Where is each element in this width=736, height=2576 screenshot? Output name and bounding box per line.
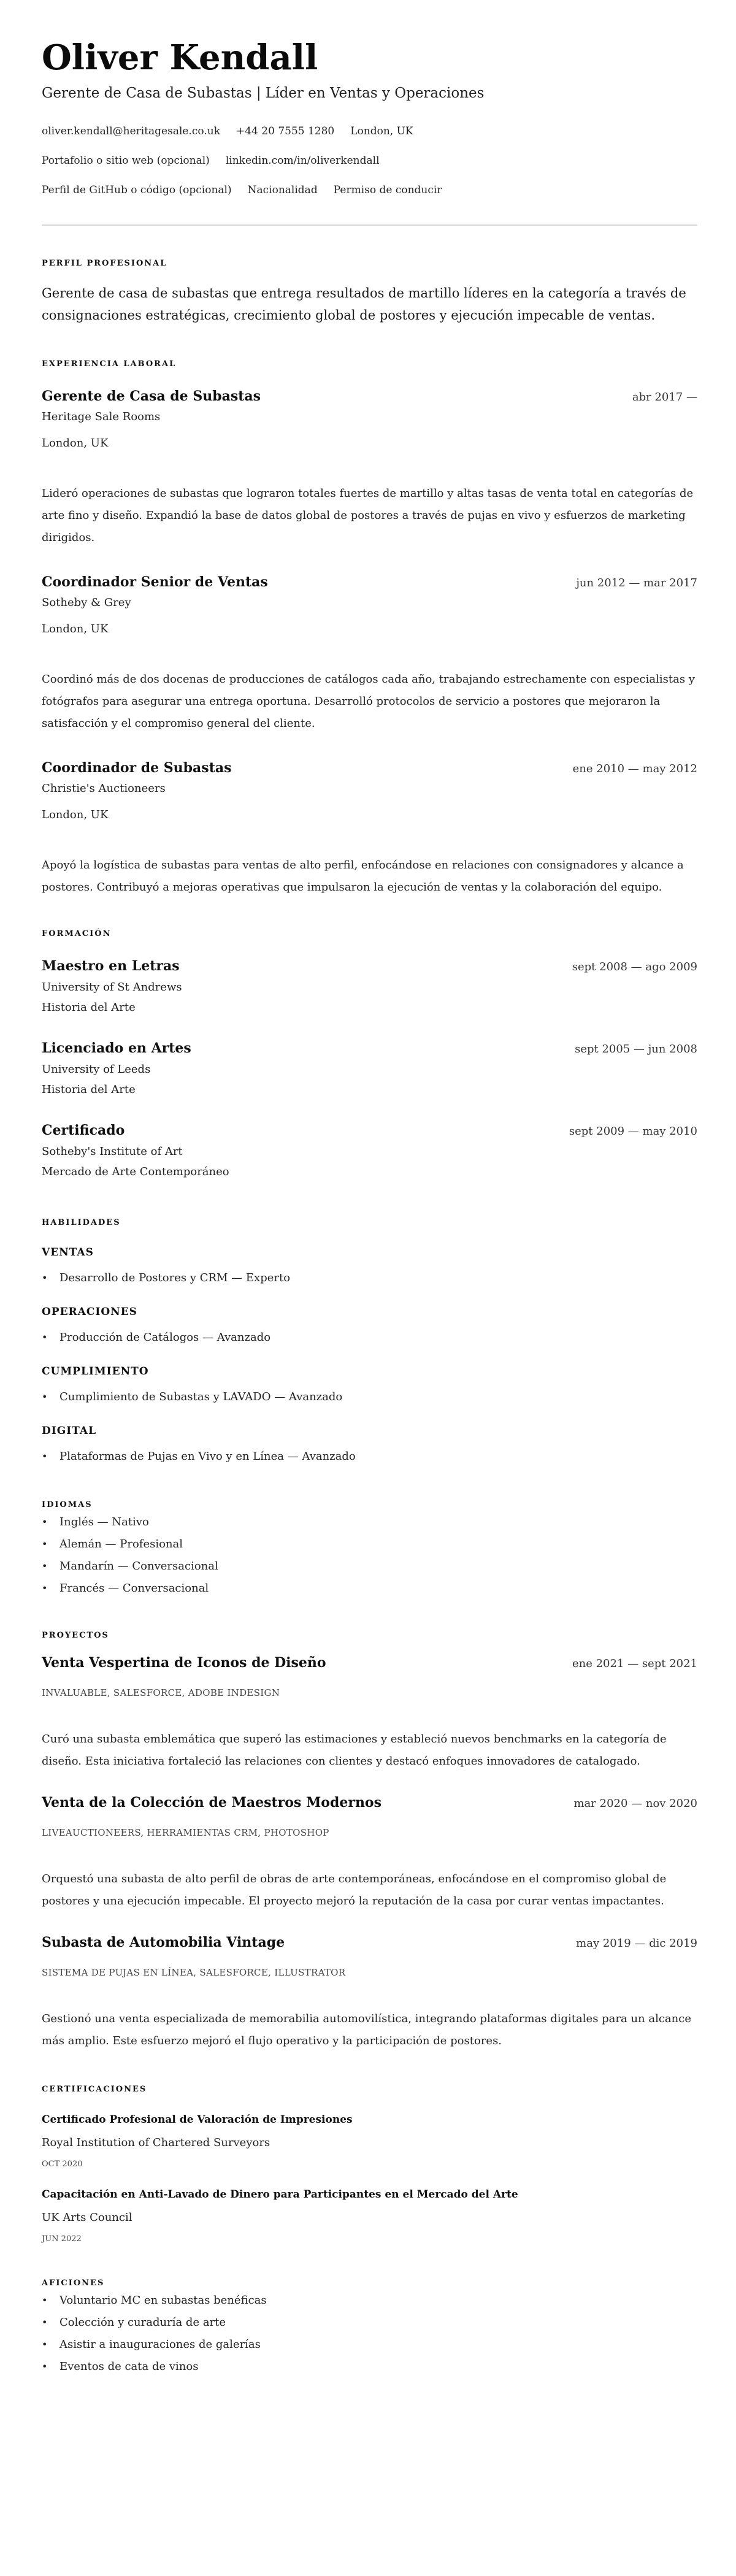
job-location: London, UK bbox=[42, 808, 109, 821]
skill-list bbox=[42, 1327, 697, 1349]
job-description: Apoyó la logística de subastas para ventas de alto perfil, enfocándose en relaciones con consignadores y alcance a postores. Contribuyó a mejoras operativas que impulsaron la ejecución de ventas y la colaboración del equipo. bbox=[42, 859, 684, 894]
hobby-item: • Asistir a inauguraciones de galerías bbox=[42, 2334, 697, 2356]
skill-item: • Producción de Catálogos — Avanzado bbox=[42, 1327, 697, 1349]
skill-item: • Cumplimiento de Subastas y LAVADO — Avanzado bbox=[42, 1386, 697, 1408]
email-link[interactable]: oliver.kendall@heritagesale.co.uk bbox=[42, 125, 220, 137]
job-title: Coordinador Senior de Ventas bbox=[42, 574, 268, 590]
summary-text: Gerente de casa de subastas que entrega resultados de martillo líderes en la categoría a través de consignaciones estratégicas, crecimiento global de postores y ejecución impecable de ventas. bbox=[42, 286, 686, 323]
nationality: Nacionalidad bbox=[247, 184, 318, 196]
location: London, UK bbox=[350, 125, 413, 137]
education-section bbox=[42, 928, 697, 1183]
language-list bbox=[42, 1511, 697, 1600]
skills-section bbox=[42, 1217, 697, 1468]
experience-section bbox=[42, 358, 697, 899]
project-description: Orquestó una subasta de alto perfil de obras de arte contemporáneas, enfocándose en el compromiso global de postores y una ejecución impecable. El proyecto mejoró la reputación de la casa por curar ventas impactantes. bbox=[42, 1873, 667, 1907]
candidate-name: Oliver Kendall bbox=[42, 37, 318, 78]
institution: University of Leeds bbox=[42, 1063, 151, 1076]
contact-row bbox=[42, 175, 697, 205]
hobby-list bbox=[42, 2290, 697, 2378]
resume-page bbox=[0, 38, 736, 2378]
summary-section bbox=[42, 258, 697, 326]
contact-row bbox=[42, 117, 697, 146]
section-heading: CERTIFICACIONES bbox=[42, 2085, 147, 2094]
section-heading: FORMACIÓN bbox=[42, 929, 112, 938]
certification-date: OCT 2020 bbox=[42, 2160, 83, 2169]
language-item: • Francés — Conversacional bbox=[42, 1577, 697, 1600]
job-location: London, UK bbox=[42, 437, 109, 450]
job-company: Heritage Sale Rooms bbox=[42, 410, 161, 423]
section-heading: HABILIDADES bbox=[42, 1218, 121, 1227]
driving-license: Permiso de conducir bbox=[333, 184, 442, 196]
phone: +44 20 7555 1280 bbox=[236, 125, 335, 137]
job-title: Coordinador de Subastas bbox=[42, 760, 232, 776]
hobby-item: • Colección y curaduría de arte bbox=[42, 2312, 697, 2334]
institution: University of St Andrews bbox=[42, 981, 182, 994]
job-description: Coordinó más de dos docenas de producciones de catálogos cada año, trabajando estrechamente con especialistas y fotógrafos para asegurar una entrega oportuna. Desarrolló protocolos de servicio a postores que mejoraron la satisfacción y el compromiso general del cliente. bbox=[42, 673, 695, 730]
skill-category: VENTAS bbox=[42, 1246, 94, 1259]
education-entry bbox=[42, 1040, 697, 1101]
contact-row bbox=[42, 146, 697, 175]
contact-info bbox=[42, 117, 697, 205]
degree: Maestro en Letras bbox=[42, 958, 180, 974]
hobby-item: • Voluntario MC en subastas benéficas bbox=[42, 2290, 697, 2312]
project-entry bbox=[42, 1794, 697, 1912]
resume-header bbox=[42, 38, 697, 205]
languages-section bbox=[42, 1499, 697, 1600]
header-divider bbox=[42, 224, 697, 226]
skill-item: • Desarrollo de Postores y CRM — Experto bbox=[42, 1267, 697, 1289]
job-entry bbox=[42, 573, 697, 735]
job-title: Gerente de Casa de Subastas bbox=[42, 388, 261, 404]
job-dates: jun 2012 — mar 2017 bbox=[576, 577, 697, 589]
skill-category: CUMPLIMIENTO bbox=[42, 1365, 149, 1378]
certification-issuer: Royal Institution of Chartered Surveyors bbox=[42, 2136, 270, 2149]
project-description: Gestionó una venta especializada de memorabilia automovilística, integrando plataformas digitales para un alcance más amplio. Este esfuerzo mejoró el flujo operativo y la participación de postores. bbox=[42, 2012, 691, 2047]
field-of-study: Historia del Arte bbox=[42, 1001, 136, 1014]
language-item: • Mandarín — Conversacional bbox=[42, 1555, 697, 1577]
certification-entry bbox=[42, 2187, 697, 2245]
headline: Gerente de Casa de Subastas | Líder en Ventas y Operaciones bbox=[42, 85, 485, 101]
project-title: Venta Vespertina de Iconos de Diseño bbox=[42, 1655, 326, 1671]
project-dates: ene 2021 — sept 2021 bbox=[572, 1657, 697, 1670]
degree: Certificado bbox=[42, 1122, 125, 1138]
education-dates: sept 2005 — jun 2008 bbox=[575, 1043, 697, 1056]
project-tech: SISTEMA DE PUJAS EN LÍNEA, SALESFORCE, ILLUSTRATOR bbox=[42, 1967, 346, 1978]
job-description: Lideró operaciones de subastas que lograron totales fuertes de martillo y altas tasas de venta total en categorías de arte fino y diseño. Expandió la base de datos global de postores a través de pujas en vivo y esfuerzos de marketing dirigidos. bbox=[42, 487, 694, 544]
education-entry bbox=[42, 1122, 697, 1183]
certifications-section bbox=[42, 2083, 697, 2245]
job-entry bbox=[42, 388, 697, 549]
project-description: Curó una subasta emblemática que superó las estimaciones y estableció nuevos benchmarks en la categoría de diseño. Esta iniciativa fortaleció las relaciones con clientes y destacó enfoques innovadores de catalogado. bbox=[42, 1733, 667, 1768]
section-heading: IDIOMAS bbox=[42, 1500, 93, 1509]
project-title: Venta de la Colección de Maestros Modernos bbox=[42, 1795, 381, 1811]
education-entry bbox=[42, 957, 697, 1019]
hobbies-section bbox=[42, 2277, 697, 2378]
github-link[interactable]: Perfil de GitHub o código (opcional) bbox=[42, 184, 232, 196]
section-heading: PROYECTOS bbox=[42, 1631, 109, 1640]
job-location: London, UK bbox=[42, 623, 109, 635]
language-item: • Alemán — Profesional bbox=[42, 1533, 697, 1555]
certification-name: Certificado Profesional de Valoración de Impresiones bbox=[42, 2114, 353, 2126]
project-tech: LIVEAUCTIONEERS, HERRAMIENTAS CRM, PHOTOSHOP bbox=[42, 1827, 329, 1838]
certification-name: Capacitación en Anti-Lavado de Dinero para Participantes en el Mercado del Arte bbox=[42, 2188, 518, 2201]
project-dates: may 2019 — dic 2019 bbox=[576, 1937, 697, 1950]
section-heading: PERFIL PROFESIONAL bbox=[42, 259, 167, 268]
project-dates: mar 2020 — nov 2020 bbox=[573, 1797, 697, 1810]
hobby-item: • Eventos de cata de vinos bbox=[42, 2356, 697, 2378]
project-entry bbox=[42, 1934, 697, 2052]
skill-category: DIGITAL bbox=[42, 1425, 97, 1437]
section-heading: EXPERIENCIA LABORAL bbox=[42, 359, 177, 369]
skill-list bbox=[42, 1267, 697, 1289]
field-of-study: Historia del Arte bbox=[42, 1083, 136, 1096]
certification-date: JUN 2022 bbox=[42, 2234, 82, 2244]
skill-category: OPERACIONES bbox=[42, 1306, 137, 1318]
field-of-study: Mercado de Arte Contemporáneo bbox=[42, 1165, 229, 1178]
skill-list bbox=[42, 1446, 697, 1468]
project-tech: INVALUABLE, SALESFORCE, ADOBE INDESIGN bbox=[42, 1687, 280, 1698]
section-heading: AFICIONES bbox=[42, 2279, 105, 2288]
job-dates: ene 2010 — may 2012 bbox=[572, 762, 697, 775]
skill-list bbox=[42, 1386, 697, 1408]
certification-issuer: UK Arts Council bbox=[42, 2211, 132, 2224]
job-company: Sotheby & Grey bbox=[42, 596, 131, 609]
skill-item: • Plataformas de Pujas en Vivo y en Línea — Avanzado bbox=[42, 1446, 697, 1468]
degree: Licenciado en Artes bbox=[42, 1040, 191, 1056]
portfolio-link[interactable]: Portafolio o sitio web (opcional) bbox=[42, 155, 210, 167]
project-entry bbox=[42, 1654, 697, 1773]
job-entry bbox=[42, 759, 697, 899]
education-dates: sept 2008 — ago 2009 bbox=[572, 960, 697, 973]
education-dates: sept 2009 — may 2010 bbox=[569, 1125, 697, 1138]
project-title: Subasta de Automobilia Vintage bbox=[42, 1934, 285, 1950]
certification-entry bbox=[42, 2112, 697, 2171]
projects-section bbox=[42, 1630, 697, 2052]
institution: Sotheby's Institute of Art bbox=[42, 1145, 183, 1158]
job-company: Christie's Auctioneers bbox=[42, 782, 166, 795]
language-item: • Inglés — Nativo bbox=[42, 1511, 697, 1533]
linkedin-link[interactable]: linkedin.com/in/oliverkendall bbox=[225, 155, 380, 167]
job-dates: abr 2017 — bbox=[632, 391, 697, 404]
